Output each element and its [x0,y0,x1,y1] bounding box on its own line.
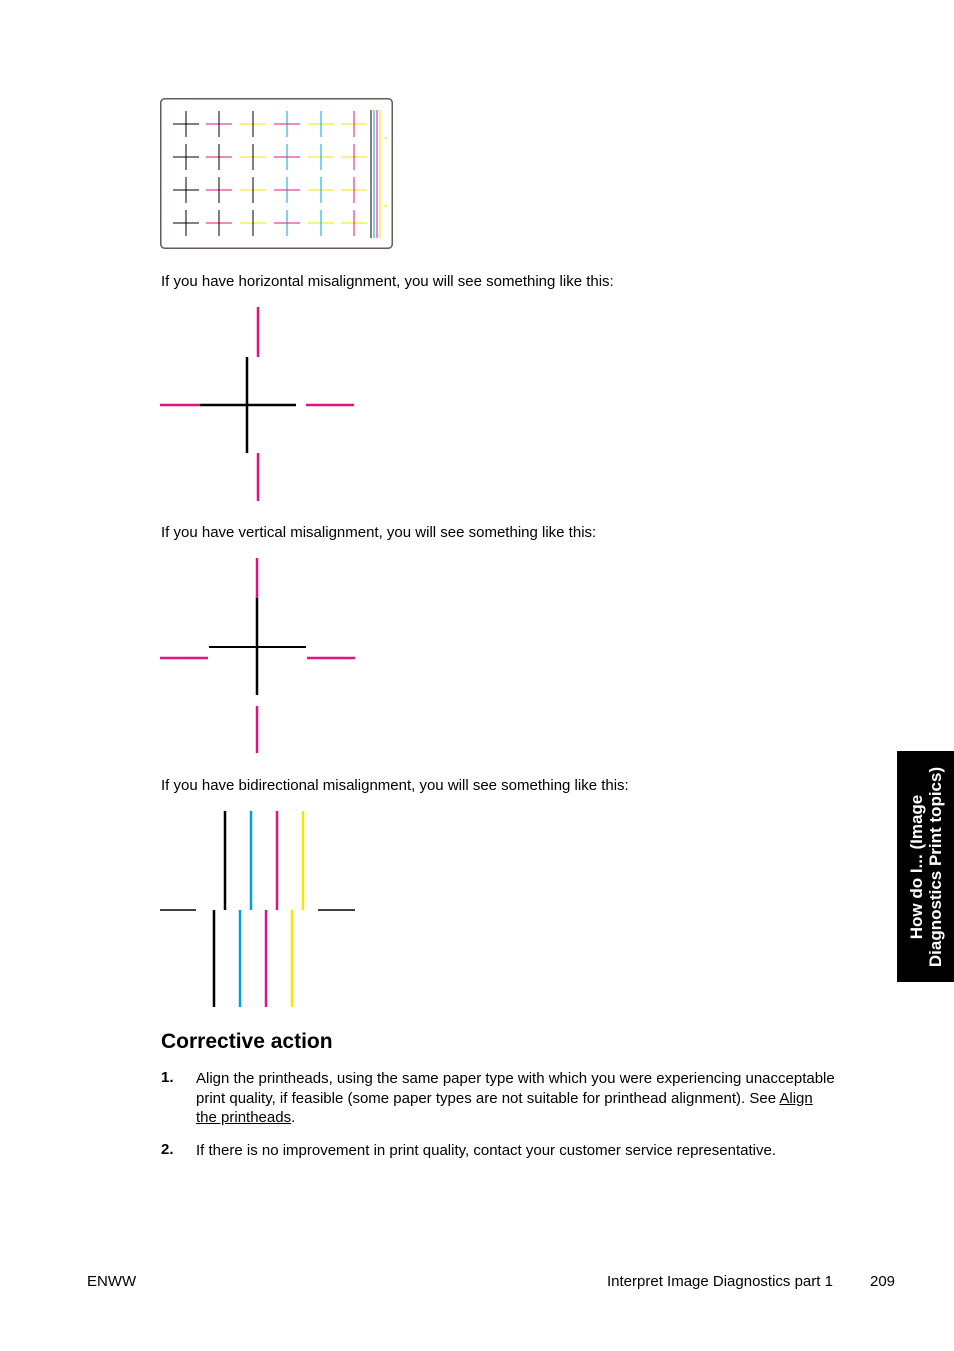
step-1-text-before: Align the printheads, using the same paper type with which you were experiencing unacceptable print quality, if feasible (some paper types are not suitable for printhead alignment). See [196,1070,835,1107]
step-2-number: 2. [161,1141,174,1158]
align-printheads-link[interactable]: Align the printheads [196,1089,813,1126]
chapter-side-tab-label [907,766,945,966]
bidirectional-misalignment-caption: If you have bidirectional misalignment, you will see something like this: [161,777,629,794]
side-tab-line-1: How do I... (Image [906,794,926,939]
horizontal-misalignment-caption: If you have horizontal misalignment, you will see something like this: [161,273,614,290]
step-1-number: 1. [161,1069,174,1086]
horizontal-misalignment-diagram [160,307,356,502]
footer-section-title: Interpret Image Diagnostics part 1 [607,1273,833,1290]
chapter-side-tab[interactable] [897,751,954,982]
side-tab-line-2: Diagnostics Print topics) [925,766,945,967]
footer-page-number: 209 [870,1273,896,1290]
step-2-text: If there is no improvement in print quality, contact your customer service representative. [196,1142,776,1159]
corrective-action-heading: Corrective action [161,1030,333,1053]
step-1-text [196,1069,836,1128]
alignment-pattern-image [160,98,393,249]
vertical-misalignment-caption: If you have vertical misalignment, you will see something like this: [161,524,597,541]
bidirectional-misalignment-diagram [160,811,356,1008]
vertical-misalignment-diagram [160,558,356,754]
step-1-text-after: . [291,1109,296,1126]
footer-left-label: ENWW [87,1273,137,1290]
